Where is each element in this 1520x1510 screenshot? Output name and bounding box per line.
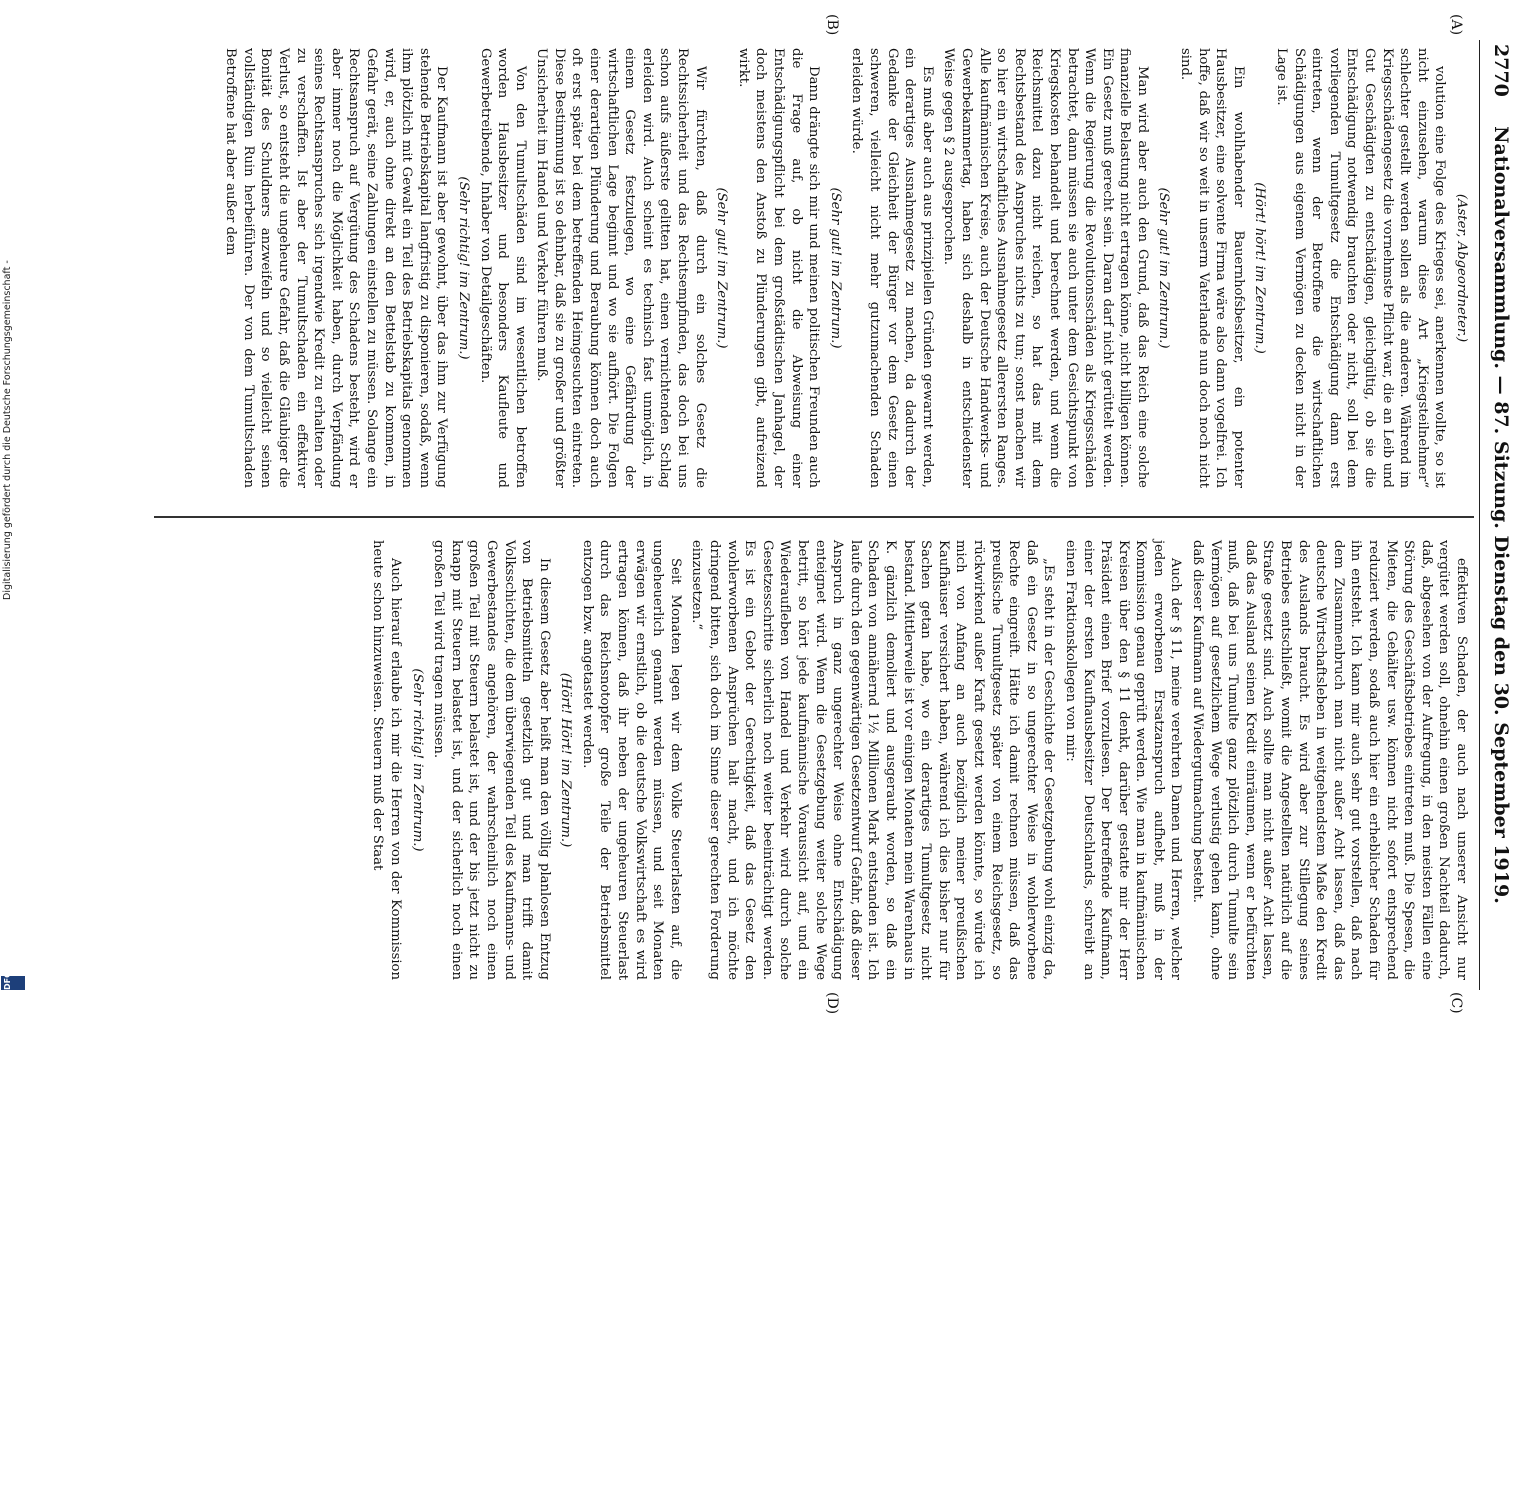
paragraph: Wir fürchten, daß durch ein solches Gesetz die Rechtssicherheit und das Rechtsempfinden, das doch bei uns schon aufs äußerste gelitten hat, einen vernichtenden Schlag erleiden wird. Auch scheint es technisch fast unmöglich, in einem Gesetz festzulegen, wo eine Gefährdung der wirtschaftlichen Lage beginnt und wo sie aufhört. Die Folgen einer derartigen Plünderung und Beraubung können doch auch oft erst später bei dem betreffenden Heimgesuchten eintreten. Diese Bestimmung ist so dehnbar, daß sie zu großer und größter Unsicherheit im Handel und Verkehr führen muß. [534, 48, 708, 488]
margin-marker-b: (B) [824, 14, 840, 36]
reaction: (Hört! Hört! im Zentrum.) [558, 672, 574, 848]
dfg-logo: DFG [1, 976, 25, 990]
paragraph: effektiven Schaden, der auch nach unserer Ansicht nur vergütet werden soll, ohnehin einen großen Nachteil dadurch, daß, abgesehen von der Aufregung, in den meisten Fällen eine Störung des Geschäftsbetriebes eintreten muß. Die Spesen, die Mieten, die Gehälter usw. können nicht sofort entsprechend reduziert werden, sodaß auch hier ein erheblicher Schaden für ihn entsteht. Ich kann mir auch sehr gut vorstellen, daß nach dem Zusammenbruch man nicht außer Acht lassen, daß das deutsche Wirtschaftsleben in weitgehendstem Maße den Kredit des Auslands braucht. Es wird aber zur Stillegung seines Betriebes entschließt, womit die Angestellten natürlich auf die Straße gesetzt sind. Auch sollte man nicht außer Acht lassen, daß das Ausland seinen Kredit einräumen, wenn er befürchten muß, daß bei uns Tumulte ganz plötzlich durch Tumulte sein Vermögen auf gesetzlichem Wege verlustig gehen kann, ohne daß dieser Kaufmann auf Wiedergutmachung besteht. [1190, 540, 1469, 980]
column-divider [154, 516, 1474, 518]
right-column [150, 540, 1470, 980]
paragraph: Der Kaufmann ist aber gewohnt, über das ihm zur Verfügung stehende Betriebskapital langfristig zu disponieren, sodaß, wenn ihm plötzlich mit Gewalt ein Teil des Betriebskapitals genommen wird, er, auch ohne direkt an den Bettelstab zu kommen, in Gefahr gerät, seine Zahlungen einstellen zu müssen. Solange ein Rechtsanspruch auf Vergütung des Schadens besteht, wird er aber immer noch die Möglichkeit haben, durch Verpfändung seines Rechtsanspruches sich irgendwie Kredit zu erhalten oder zu verschaffen. Ist aber der Tumultschaden ein effektiver Verlust, so entsteht die ungeheure Gefahr, daß die Gläubiger die Bonität des Schuldners anzweifeln und so vielleicht seinen vollständigen Ruin herbeiführen. Der von dem Tumultschaden Betroffene hat aber außer dem [223, 48, 450, 488]
paragraph: Auch hierauf erlaube ich mir die Herren von der Kommission heute schon hinzuweisen. Steuern muß der Staat [370, 540, 403, 980]
document-sheet [140, 14, 1520, 1015]
paragraph: Man wird aber auch den Grund, daß das Reich eine solche finanzielle Belastung nicht ertragen könne, nicht billigen können. Ein Gesetz muß gerecht sein. Daran darf nicht gerüttelt werden. Wenn die Regierung die Revolutionsschäden als Kriegsschäden betrachtet, dann müssen sie auch unter dem Gesichtspunkt von Kriegskosten behandelt und berechnet werden, und wenn die Reichsmittel dazu nicht reichen, so hat das mit dem Rechtsbestand des Anspruches nichts zu tun; sonst machen wir so hier ein wirtschaftliches Ausnahmegesetz allerersten Ranges. Alle kaufmännischen Kreise, auch der Deutsche Handwerks- und Gewerbekammertag, haben sich deshalb in entschiedenster Weise gegen § 2 ausgesprochen. [941, 48, 1150, 488]
paragraph: Seit Monaten legen wir dem Volke Steuerlasten auf, die ungeheuerlich genannt werden müssen, und seit Monaten erwägen wir ernstlich, ob die deutsche Volkswirtschaft es wird ertragen können, daß ihr neben der ungeheuren Steuerlast durch das Reichsnotopfer große Teile der Betriebsmittel entzogen bzw. angetastet werden. [579, 540, 683, 980]
speaker-line: (Aster, Abgeordneter.) [1454, 193, 1469, 343]
reaction: (Sehr gut! im Zentrum.) [714, 187, 730, 349]
paragraph: Von den Tumultschäden sind im wesentlichen betroffen worden Hausbesitzer und besonders Kaufleute und Gewerbetreibende, Inhaber von Detailgeschäften. [477, 48, 528, 488]
margin-marker-d: (D) [824, 992, 840, 1015]
rotated-page [223, 14, 1520, 1510]
paragraph: Es muß aber auch aus prinzipiellen Gründen gewarnt werden, ein derartiges Ausnahmegesetz zu machen, da dadurch der Gedanke der Gleichheit der Bürger vor dem Gesetz einen schweren, vielleicht nicht mehr gutzumachenden Schaden erleiden würde. [849, 48, 935, 488]
margin-marker-a: (A) [1448, 14, 1464, 36]
reaction: (Sehr richtig! im Zentrum.) [409, 668, 425, 852]
margin-marker-c: (C) [1448, 992, 1464, 1014]
paragraph: In diesem Gesetz aber heißt man den völlig planlosen Entzug von Betriebsmitteln gesetzlich gut und man trifft damit Volksschichten, die dem überwiegenden Teil des Kaufmanns- und Gewerbestandes angehören, der wahrscheinlich noch einen großen Teil mit Steuern belastet ist, und der bis jetzt nicht zu knapp mit Steuern belastet ist, und der sicherlich noch einen großen Teil wird tragen müssen. [431, 540, 552, 980]
page-header [1479, 40, 1520, 990]
reaction: (Sehr richtig! im Zentrum.) [455, 176, 471, 360]
reaction: (Sehr gut! im Zentrum.) [1156, 187, 1172, 349]
paragraph: Auch der § 11, meine verehrten Damen und Herren, welcher jeden erworbenen Ersatzanspruch aufhebt, muß in der Kommission genau geprüft werden. Wie man in kaufmännischen Kreisen über den § 11 denkt, darüber gestatte mir der Herr Präsident einen Brief vorzulesen. Der betreffende Kaufmann, einer der ersten Kaufhausbesitzer Deutschlands, schreibt an einen Fraktionskollegen von mir: [1062, 540, 1184, 980]
paragraph: Ein wohlhabender Bauernhofsbesitzer, ein potenter Hausbesitzer, eine solvente Firma wäre also dann vogelfrei. Ich hoffe, daß wir so weit in unserm Vaterlande nun doch noch nicht sind. [1178, 48, 1246, 488]
page-title: Nationalversammlung. — 87. Sitzung. Dienstag den 30. September 1919. [1490, 126, 1512, 904]
paragraph: volution eine Folge des Krieges sei, anerkennen wollte, so ist nicht einzusehen, warum diese Art „Kriegsteilnehmer“ schlechter gestellt werden sollen als die anderen. Während im Kriegsschädengesetz die vornehmste Pflicht war, die an Leib und Gut Geschädigten zu entschädigen, gleichgültig, ob sie die Entschädigung notwendig brauchten oder nicht, soll bei dem vorliegenden Tumultgesetz die Entschädigung dann erst eintreten, wenn der Betroffene die wirtschaftlichen Schädigungen aus eigenem Vermögen zu decken nicht in der Lage ist. [1274, 48, 1448, 488]
reaction: (Sehr gut! im Zentrum.) [827, 187, 843, 349]
digitization-credit: Digitalisierung gefördert durch die Deutsche Forschungsgemeinschaft - [2, 260, 13, 600]
page-number: 2770 [1490, 44, 1512, 97]
left-column [150, 48, 1470, 488]
reaction: (Hört! hört! im Zentrum.) [1252, 182, 1268, 354]
paragraph: Dann drängte sich mir und meinen politischen Freunden auch die Frage auf, ob nicht die Abweisung einer Entschädigungspflicht bei dem großstädtischen Janhagel, der doch meistens den Anstoß zu Plünderungen gibt, aufreizend wirkt. [735, 48, 822, 488]
quoted-letter: „Es steht in der Geschichte der Gesetzgebung wohl einzig da, daß ein Gesetz in so ungerechter Weise in wohlerworbene Rechte eingreift. Hätte ich damit rechnen müssen, daß das preußische Tumultgesetz später von einem Reichsgesetz, so rückwirkend außer Kraft gesetzt werden könnte, so würde ich mich von Anfang an auch bezüglich meiner preußischen Kaufhäuser versichert haben, während ich dies bisher nur für Sachen getan habe, wo ein derartiges Tumultgesetz nicht bestand. Mittlerweile ist vor einigen Monaten mein Warenhaus in K. gänzlich demoliert und ausgeraubt worden, so daß ein Schaden von annähernd 1½ Millionen Mark entstanden ist. Ich laufe durch den gegenwärtigen Gesetzentwurf Gefahr, daß dieser Anspruch in ganz ungerechter Weise ohne Entschädigung enteignet wird. Wenn die Gesetzgebung weiter solche Wege betritt, so hört jede kaufmännische Voraussicht auf, und ein Wiederaufleben von Handel und Verkehr wird durch solche Gesetzesschritte sicherlich noch weiter beeinträchtigt werden. Es ist ein Gebot der Gerechtigkeit, daß das Gesetz den wohlerworbenen Ansprüchen halt macht, und ich möchte dringend bitten, sich doch im Sinne dieser gerechten Forderung einzusetzen.“ [689, 540, 1057, 980]
